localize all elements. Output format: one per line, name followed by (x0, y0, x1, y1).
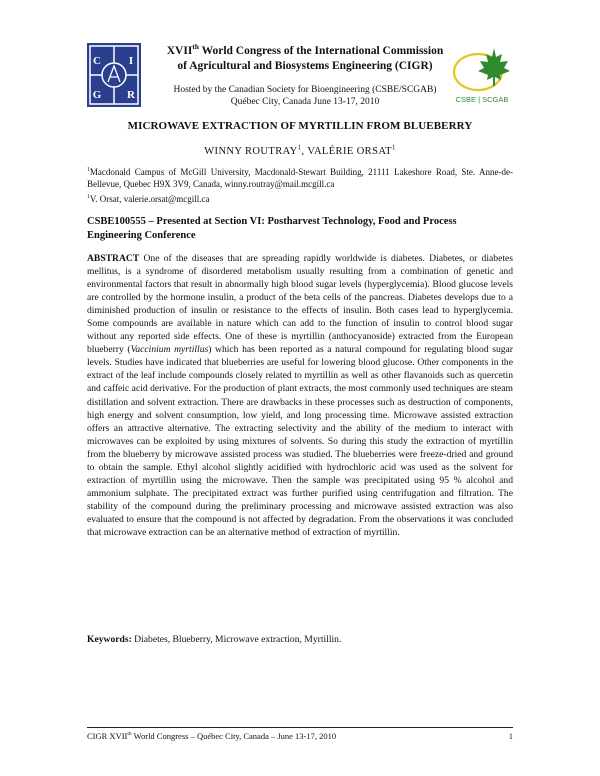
affiliation-2: $^1$V. Orsat, valerie.orsat@mcgill.ca (87, 194, 210, 204)
affiliation-1: $^1$Macdonald Campus of McGill University, Macdonald-Stewart Building, 21111 Lakeshore Road, Ste. Anne-de-Bellevue, Quebec H9X 3V9, Canada, winny.routray@mail.mcgill.ca (87, 167, 513, 189)
congress-host: Hosted by the Canadian Society for Bioengineering (CSBE/SCGAB) Québec City, Canada June 13-17, 2010 (173, 85, 437, 107)
congress-title: XVIIth World Congress of the International Commission of Agricultural and Biosystems Engineering (CIGR) (166, 42, 444, 72)
authors: WINNY ROUTRAY$^1$, VALÉRIE ORSAT$^1$ (204, 144, 396, 157)
keywords: Keywords: Diabetes, Blueberry, Microwave extraction, Myrtillin. (87, 634, 342, 645)
cigr-letter-c: C (93, 55, 101, 67)
presented-at: CSBE100555 – Presented at Section VI: Postharvest Technology, Food and Process Engineering Conference (87, 216, 457, 241)
keywords-label: Keywords: (87, 634, 132, 645)
cigr-logo (86, 42, 142, 108)
cigr-letter-r: R (127, 89, 135, 101)
cigr-letter-i: I (128, 55, 134, 67)
paper-title: MICROWAVE EXTRACTION OF MYRTILLIN FROM BLUEBERRY (127, 120, 473, 132)
abstract: ABSTRACT One of the diseases that are spreading rapidly worldwide is diabetes. Diabetes, or diabetes mellitus, is a syndrome of disordered metabolism usually resulting from a combination of genetic and environmental factors that result in abnormally high blood sugar levels (hyperglycemia). Blood glucose levels are controlled by the hormone insulin, a product of the beta cells of the pancreas. Diabetes develops due to a diminished production of insulin or resistance to the effects of insulin. Both cases lead to hyperglycemia. Some compounds are available in nature which can add to the function of insulin to control blood sugar without any reported side effects. One of these is myrtillin (anthocyanoside) extracted from the European blueberry (Vaccinium myrtillus) which has been reported as a natural compound for regulating blood sugar levels. Studies have indicated that blueberries are useful for lowering blood glucose. Other components in the extract of the leaf include compounds closely related to myrtillin as well as other flavanoids such as quercetin and caffeic acid derivative. For the production of plant extracts, the most commonly used techniques are steam distillation and solvent extraction. There are drawbacks in these processes such as destruction of components, high energy and solvent consumption, low yield, and long processing time. Microwave assisted extraction offers an attractive alternative. The extracting selectivity and the ability of the medium to interact with microwaves can be exploited by using mixtures of solvents. So during this study the extraction of myrtillin from the blueberry by microwave assisted process was studied. The blueberries were freeze-dried and ground to obtain the sample. Ethyl alcohol slightly acidified with hydrochloric acid was used as the solvent for extraction of myrtillin using the microwave. Then the sample was precipitated using 95 % alcohol and ammonium sulphate. The precipitated extract was further purified using centrifugation and filtration. The stability of the compound during the preliminary processing and microwave assisted extraction was also evaluated to ensure that the compound is not affected by degradation. From the observations it was concluded that microwave extraction can be an alternative method of extraction of myrtillin. (87, 253, 513, 538)
cigr-letter-g: G (92, 89, 102, 101)
csbe-logo-text: CSBE | SCGAB (455, 95, 509, 104)
footer-divider (87, 727, 513, 728)
page-number: 1 (508, 731, 513, 741)
abstract-label: ABSTRACT (87, 253, 140, 264)
footer-text: CIGR XVIIth World Congress – Québec City, Canada – June 13-17, 2010 (87, 731, 337, 741)
